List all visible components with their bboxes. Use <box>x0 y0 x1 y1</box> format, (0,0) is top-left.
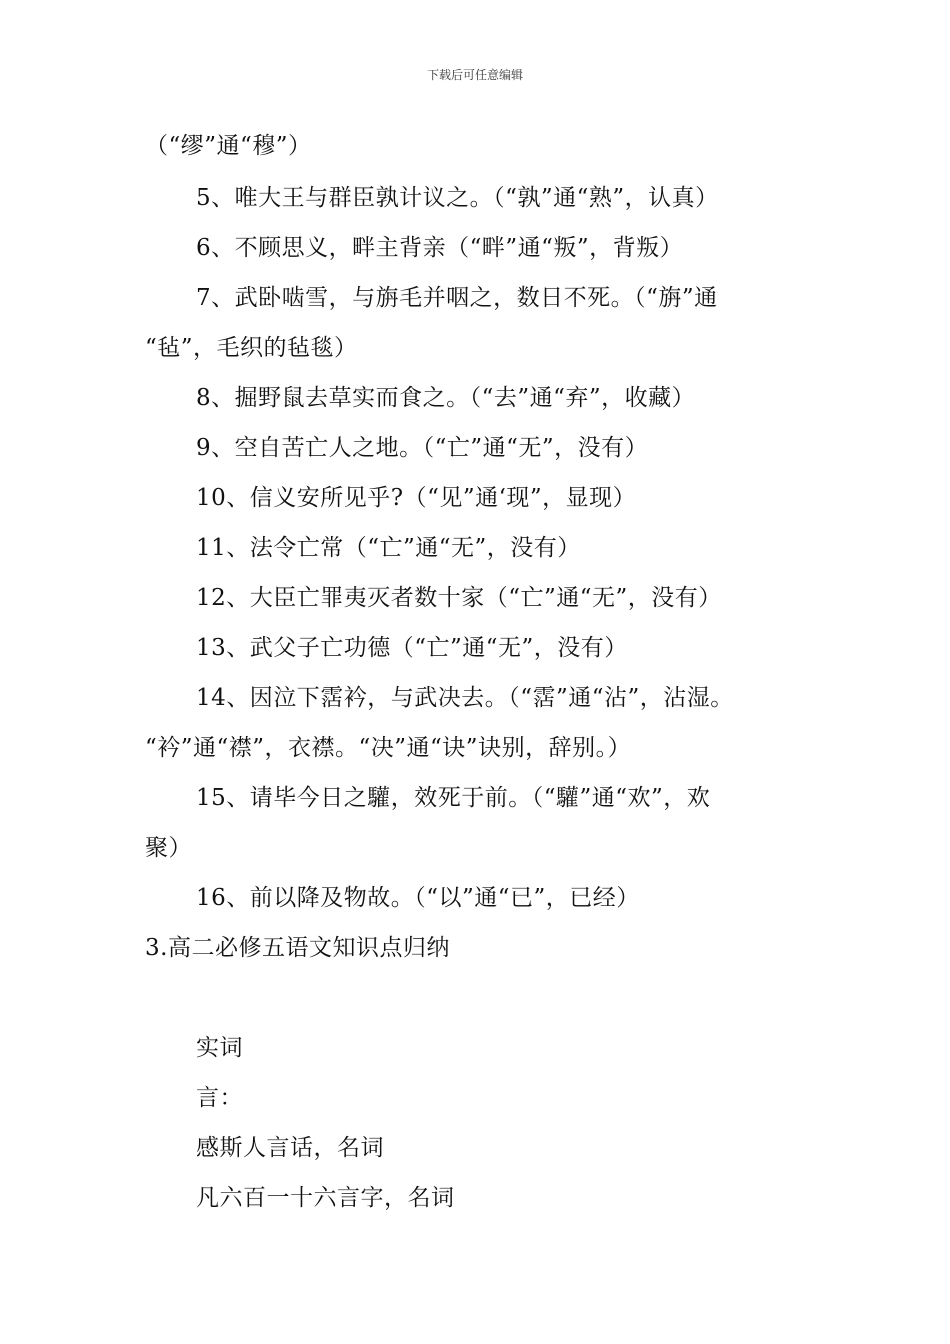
text-line: 7、武卧啮雪，与旃毛并咽之，数日不死。（“旃”通 <box>196 285 718 311</box>
text-line: 10、信义安所见乎?（“见”通‘现”，显现） <box>196 485 637 511</box>
text-line: 实词 <box>196 1035 243 1061</box>
text-line: 13、武父子亡功德（“亡”通“无”，没有） <box>196 635 628 661</box>
page-header: 下载后可任意编辑 <box>426 68 523 82</box>
text-line: 感斯人言话，名词 <box>196 1135 384 1161</box>
text-line: 5、唯大王与群臣孰计议之。（“孰”通“熟”，认真） <box>196 185 719 211</box>
text-line: 8、掘野鼠去草实而食之。（“去”通“弃”，收藏） <box>196 385 696 411</box>
text-line: 14、因泣下霑衿，与武决去。（“霑”通“沾”，沾湿。 <box>196 685 734 711</box>
text-line: 11、法令亡常（“亡”通“无”，没有） <box>196 535 581 561</box>
text-line: 6、不顾思义，畔主背亲（“畔”通“叛”，背叛） <box>196 235 684 261</box>
text-line: 聚） <box>145 835 192 861</box>
text-line: （“缪”通“穆”） <box>145 133 312 159</box>
section-heading: 3.高二必修五语文知识点归纳 <box>145 935 450 961</box>
text-line: 15、请毕今日之驩，效死于前。（“驩”通“欢”，欢 <box>196 785 711 811</box>
text-line: 凡六百一十六言字，名词 <box>196 1185 455 1211</box>
text-line: 9、空自苦亡人之地。（“亡”通“无”，没有） <box>196 435 649 461</box>
text-line: “衿”通“襟”，衣襟。“决”通“诀”诀别，辞别。） <box>145 735 632 761</box>
text-line: 16、前以降及物故。（“以”通“已”，已经） <box>196 885 640 911</box>
text-line: 12、大臣亡罪夷灭者数十家（“亡”通“无”，没有） <box>196 585 722 611</box>
text-line: “毡”，毛织的毡毯） <box>145 335 358 361</box>
text-line: 言： <box>196 1085 243 1111</box>
